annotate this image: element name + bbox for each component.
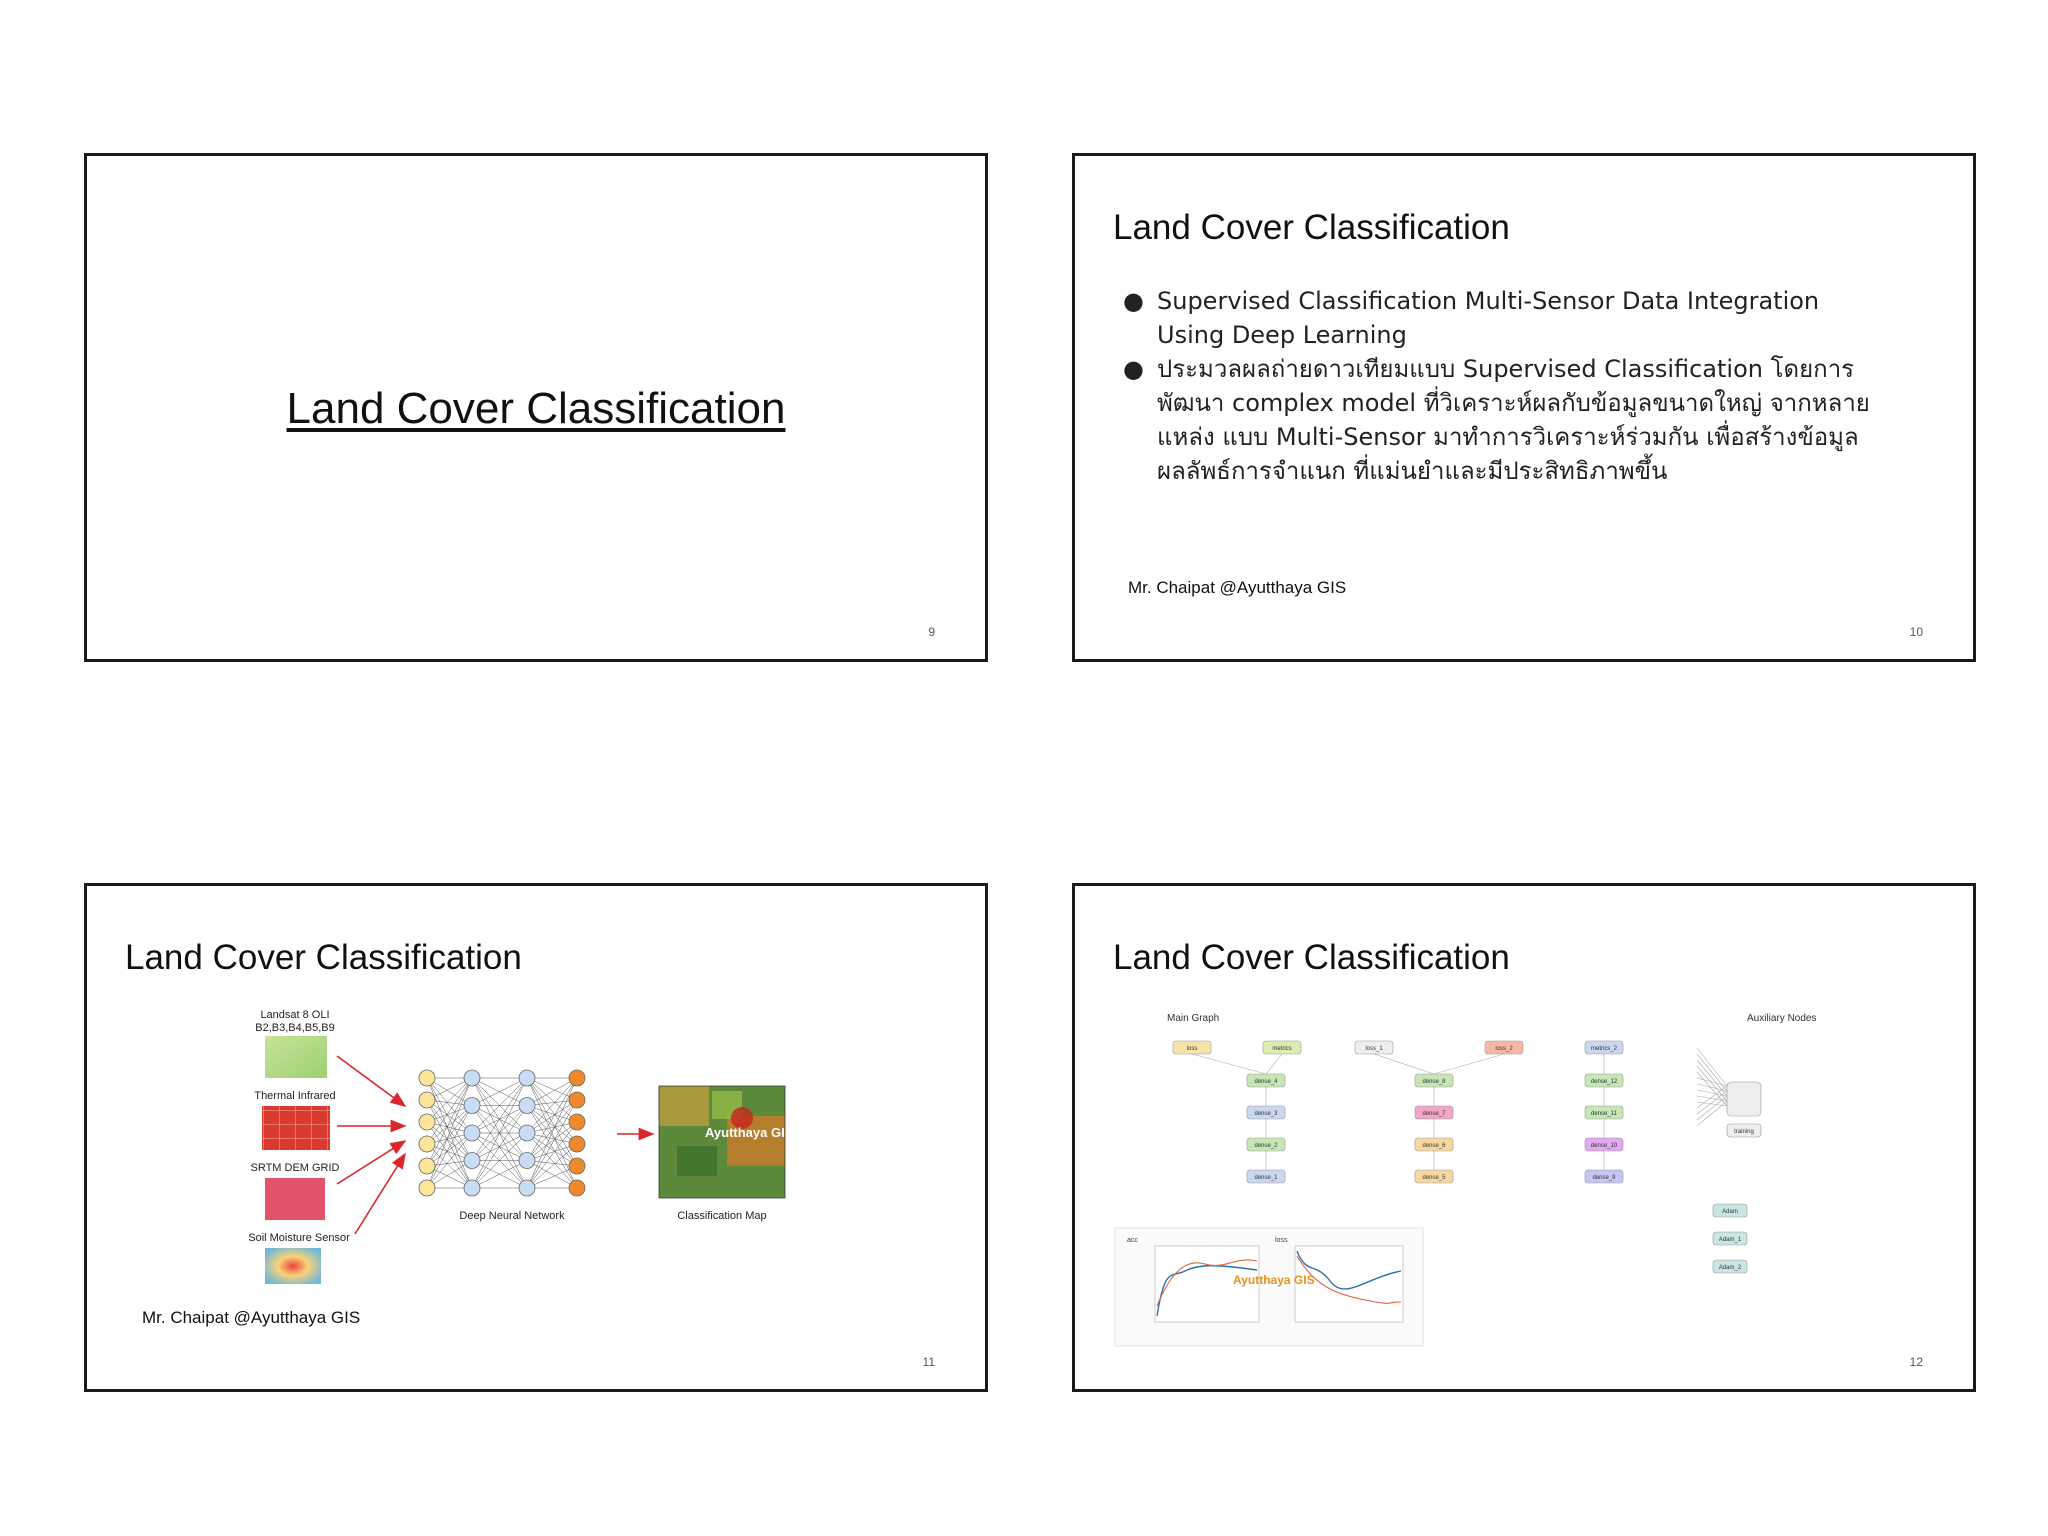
graph-node-dense_10-label: dense_10	[1590, 1143, 1618, 1149]
network-node	[464, 1153, 480, 1169]
network-node	[419, 1158, 435, 1174]
graph-node-adam-label: Adam	[1722, 1209, 1738, 1215]
graph-node-loss_1-label: loss_1	[1365, 1046, 1383, 1052]
bullet-list	[1113, 284, 1893, 488]
graph-node-loss_2-label: loss_2	[1495, 1046, 1513, 1052]
graph-node-dense_6-label: dense_6	[1422, 1143, 1446, 1149]
graph-node-loss-label: loss	[1186, 1046, 1198, 1052]
network-node	[569, 1158, 585, 1174]
network-node	[419, 1070, 435, 1086]
classification-map	[659, 1086, 785, 1198]
loss-chart-label: loss	[1275, 1237, 1288, 1244]
graph-node-dense_8-label: dense_8	[1422, 1079, 1446, 1085]
graph-aux-group[interactable]	[1727, 1082, 1761, 1116]
main-graph-label: Main Graph	[1167, 1013, 1220, 1024]
bullet-item	[1113, 284, 1893, 352]
input-label-thermal: Thermal Infrared	[254, 1090, 336, 1102]
network-node	[464, 1070, 480, 1086]
landsat-image	[265, 1036, 327, 1078]
slide-9-title: Land Cover Classification	[286, 384, 786, 433]
graph-edge	[1374, 1054, 1434, 1074]
neural-network	[419, 1070, 585, 1196]
network-node	[464, 1180, 480, 1196]
graph-edge	[1697, 1048, 1727, 1086]
slide-10-title: Land Cover Classification	[1113, 208, 1510, 247]
network-node	[569, 1136, 585, 1152]
graph-node-adam-1-label: Adam_1	[1718, 1237, 1742, 1243]
input-arrow	[355, 1154, 405, 1234]
network-node	[569, 1114, 585, 1130]
bullet-dot-icon: ●	[1123, 355, 1144, 383]
graph-node-adam-2-label: Adam_2	[1718, 1265, 1742, 1271]
network-node	[464, 1098, 480, 1114]
graph-edge	[1434, 1054, 1504, 1074]
srtm-image	[265, 1178, 325, 1220]
bullet-text: Supervised Classification Multi-Sensor Data Integration Using Deep Learning	[1157, 287, 1820, 349]
slide-9	[84, 153, 988, 662]
input-label-landsat: Landsat 8 OLI	[260, 1009, 330, 1021]
graph-edge	[1697, 1066, 1727, 1101]
graph-edge	[1697, 1054, 1727, 1091]
slide-number: 10	[1909, 625, 1923, 639]
network-node	[519, 1180, 535, 1196]
network-label: Deep Neural Network	[459, 1210, 565, 1222]
graph-node-dense_9-label: dense_9	[1592, 1175, 1616, 1181]
graph-node-dense_11-label: dense_11	[1591, 1111, 1617, 1117]
network-node	[419, 1114, 435, 1130]
tensorboard-graph	[1075, 886, 1976, 1392]
graph-node-dense_3-label: dense_3	[1254, 1111, 1278, 1117]
network-node	[569, 1070, 585, 1086]
training-charts	[1115, 1228, 1423, 1346]
slide-11-title: Land Cover Classification	[125, 938, 522, 977]
slide-number: 11	[922, 1355, 935, 1369]
bullet-text: ประมวลผลถ่ายดาวเทียมแบบ Supervised Classification โดยการพัฒนา complex model ที่วิเคราะห์ผลกับข้อมูลขนาดใหญ่ จากหลายแหล่ง แบบ Multi-Sensor มาทำการวิเคราะห์ร่วมกัน เพื่อสร้างข้อมูลผลลัพธ์การจำแนก ที่แม่นยำและมีประสิทธิภาพขึ้น	[1157, 355, 1870, 485]
acc-chart-label: acc	[1127, 1237, 1138, 1244]
input-arrow	[337, 1056, 405, 1106]
graph-node-dense_2-label: dense_2	[1254, 1143, 1278, 1149]
network-node	[519, 1098, 535, 1114]
network-node	[569, 1180, 585, 1196]
network-node	[519, 1070, 535, 1086]
slide-number: 9	[928, 625, 935, 639]
bullet-dot-icon: ●	[1123, 287, 1144, 315]
graph-node-dense_7-label: dense_7	[1422, 1111, 1446, 1117]
aux-nodes-label: Auxiliary Nodes	[1747, 1013, 1817, 1024]
graph-edge	[1697, 1096, 1727, 1120]
network-node	[519, 1153, 535, 1169]
network-node	[419, 1092, 435, 1108]
bullet-item	[1113, 352, 1893, 488]
network-node	[419, 1180, 435, 1196]
author-credit: Mr. Chaipat @Ayutthaya GIS	[1128, 578, 1347, 597]
graph-node-dense_4-label: dense_4	[1254, 1079, 1278, 1085]
network-node	[464, 1125, 480, 1141]
input-label-srtm: SRTM DEM GRID	[250, 1162, 340, 1174]
watermark-text: Ayutthaya GIS	[705, 1125, 794, 1140]
slide-number: 12	[1909, 1355, 1923, 1369]
watermark-text: Ayutthaya GIS	[1233, 1273, 1315, 1287]
input-label-landsat-bands: B2,B3,B4,B5,B9	[255, 1022, 335, 1034]
graph-edge	[1192, 1054, 1266, 1074]
network-node	[569, 1092, 585, 1108]
graph-node-dense_1-label: dense_1	[1254, 1175, 1278, 1181]
author-credit: Mr. Chaipat @Ayutthaya GIS	[142, 1308, 361, 1327]
network-node	[419, 1136, 435, 1152]
slide-10	[1072, 153, 1976, 662]
network-node	[519, 1125, 535, 1141]
thermal-image	[262, 1106, 330, 1150]
graph-node-dense_5-label: dense_5	[1422, 1175, 1446, 1181]
graph-node-training-label: training	[1734, 1129, 1754, 1135]
input-label-soil: Soil Moisture Sensor	[248, 1232, 350, 1244]
slide-12	[1072, 883, 1976, 1392]
graph-edge	[1266, 1054, 1282, 1074]
graph-node-dense_12-label: dense_12	[1590, 1079, 1618, 1085]
slide-11	[84, 883, 988, 1392]
input-arrow	[337, 1141, 405, 1184]
slide-12-title: Land Cover Classification	[1113, 938, 1510, 977]
graph-node-metrics_2-label: metrics_2	[1590, 1046, 1618, 1052]
output-label: Classification Map	[677, 1210, 767, 1222]
graph-node-metrics-label: metrics	[1272, 1046, 1292, 1052]
soil-moisture-image	[265, 1248, 321, 1284]
